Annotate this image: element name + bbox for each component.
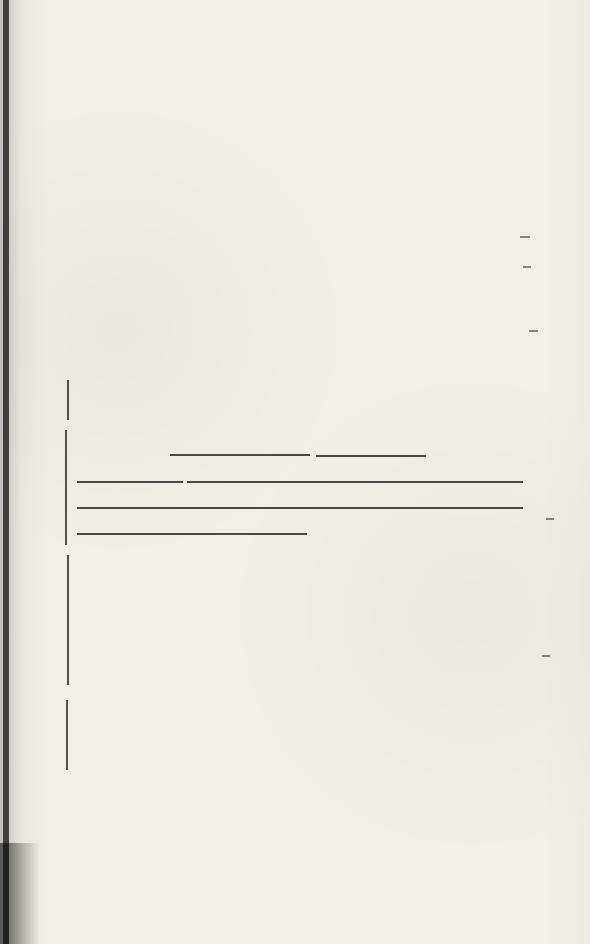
margin-mark-3 [67,555,69,685]
underline-mark-3 [77,481,183,483]
pencil-stroke-4 [546,518,554,520]
pencil-stroke-3 [529,330,538,332]
underline-mark-4 [187,481,523,483]
pencil-stroke-1 [520,236,530,238]
margin-mark-1 [67,380,69,420]
underline-mark-6 [77,533,307,535]
margin-mark-2 [65,430,67,545]
underline-mark-1 [170,454,310,456]
underline-mark-5 [77,507,523,509]
margin-mark-4 [66,700,68,770]
pencil-stroke-5 [542,655,550,657]
pencil-stroke-2 [523,266,531,268]
underline-mark-2 [316,455,426,457]
